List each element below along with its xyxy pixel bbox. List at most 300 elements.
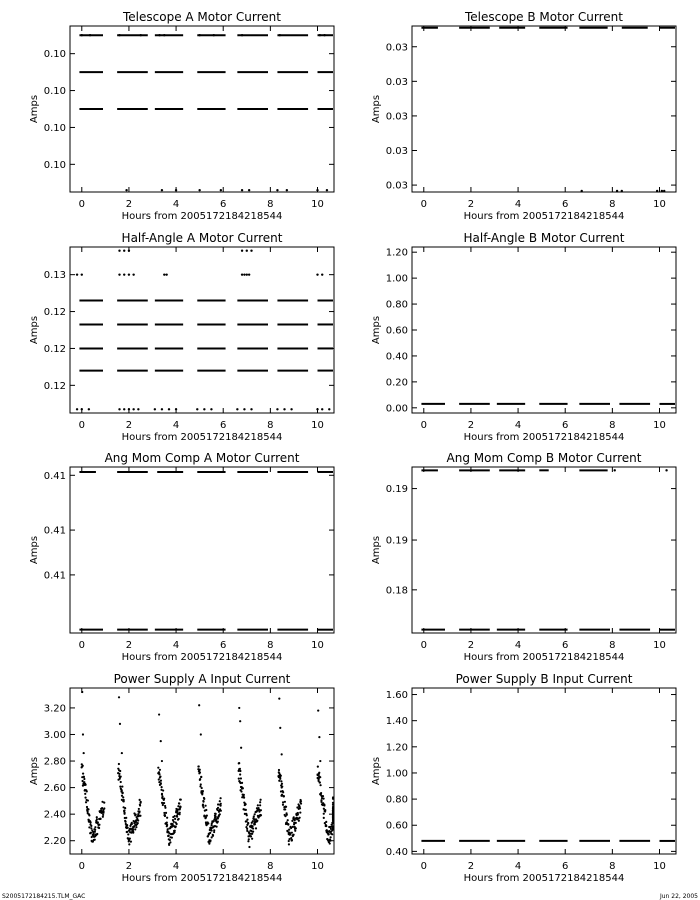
data-point	[157, 767, 159, 769]
data-point	[89, 34, 91, 36]
plot-frame	[412, 26, 676, 192]
x-axis-label: Hours from 2005172184218544	[463, 652, 625, 663]
data-point	[160, 780, 162, 782]
data-point	[239, 770, 241, 772]
x-axis-label: Hours from 2005172184218544	[463, 211, 625, 222]
data-point	[299, 811, 301, 813]
data-point	[319, 781, 321, 783]
x-tick-label: 6	[220, 861, 227, 872]
x-tick-label: 6	[562, 199, 569, 210]
x-tick-label: 10	[653, 199, 666, 210]
data-point	[166, 817, 168, 819]
data-point	[123, 273, 125, 275]
data-point	[123, 249, 125, 251]
x-tick-label: 8	[267, 199, 274, 210]
data-point	[85, 801, 87, 803]
x-tick-label: 10	[311, 861, 324, 872]
data-point	[218, 811, 220, 813]
data-point	[99, 818, 101, 820]
data-point	[285, 806, 287, 808]
data-point	[322, 798, 324, 800]
data-point	[243, 408, 245, 410]
y-tick-label: 0.41	[43, 570, 66, 582]
data-point	[88, 408, 90, 410]
data-point	[219, 797, 221, 799]
data-point	[168, 834, 170, 836]
chart-title: Telescope A Motor Current	[123, 10, 281, 24]
data-point	[161, 786, 163, 788]
data-point	[322, 795, 324, 797]
data-point	[278, 698, 280, 700]
y-tick-label: 0.10	[43, 122, 66, 134]
data-point	[118, 408, 120, 410]
data-point	[240, 777, 242, 779]
data-point	[158, 778, 160, 780]
data-point	[217, 807, 219, 809]
data-point	[98, 827, 100, 829]
data-point	[199, 778, 201, 780]
x-tick-label: 4	[514, 640, 522, 651]
data-point	[154, 408, 156, 410]
x-tick-label: 10	[311, 199, 324, 210]
y-tick-label: 0.10	[43, 159, 66, 171]
data-point	[103, 807, 105, 809]
y-axis-label: Amps	[29, 756, 40, 786]
x-tick-label: 2	[125, 640, 133, 651]
data-point	[213, 829, 215, 831]
data-point	[120, 776, 122, 778]
data-point	[284, 808, 286, 810]
data-point	[82, 733, 84, 735]
data-point	[325, 821, 327, 823]
data-point	[241, 249, 243, 251]
data-point	[291, 820, 293, 822]
data-point	[161, 408, 163, 410]
x-tick-label: 8	[267, 861, 274, 872]
data-point	[246, 828, 248, 830]
data-point	[328, 408, 330, 410]
data-point	[84, 796, 86, 798]
data-point	[240, 790, 242, 792]
data-point	[176, 810, 178, 812]
data-point	[139, 799, 141, 801]
data-point	[135, 813, 137, 815]
data-point	[82, 765, 84, 767]
plot-frame	[412, 688, 676, 854]
data-point	[206, 815, 208, 817]
data-point	[252, 831, 254, 833]
data-point	[661, 190, 663, 192]
data-point	[134, 828, 136, 830]
data-point	[132, 832, 134, 834]
data-point	[254, 823, 256, 825]
data-point	[127, 833, 129, 835]
data-point	[656, 190, 658, 192]
data-point	[161, 795, 163, 797]
data-point	[299, 817, 301, 819]
y-tick-label: 1.00	[385, 273, 408, 285]
data-point	[246, 273, 248, 275]
data-point	[214, 815, 216, 817]
x-tick-label: 0	[78, 640, 85, 651]
data-point	[239, 720, 241, 722]
data-point	[286, 814, 288, 816]
data-point	[127, 827, 129, 829]
x-tick-label: 8	[609, 420, 616, 431]
data-point	[316, 273, 318, 275]
data-point	[318, 772, 320, 774]
data-point	[288, 840, 290, 842]
data-point	[332, 804, 334, 806]
data-point	[295, 827, 297, 829]
x-tick-label: 6	[562, 861, 569, 872]
x-tick-label: 2	[467, 640, 475, 651]
y-tick-label: 0.41	[43, 470, 66, 482]
data-point	[287, 823, 289, 825]
data-point	[212, 835, 214, 837]
data-point	[94, 831, 96, 833]
data-point	[243, 797, 245, 799]
x-axis-label: Hours from 2005172184218544	[121, 652, 283, 663]
x-axis-label: Hours from 2005172184218544	[463, 873, 625, 884]
data-point	[323, 817, 325, 819]
data-point	[284, 801, 286, 803]
y-tick-label: 0.12	[43, 307, 66, 319]
data-point	[140, 34, 142, 36]
data-point	[198, 189, 200, 191]
data-point	[129, 838, 131, 840]
data-point	[282, 791, 284, 793]
data-point	[76, 408, 78, 410]
data-point	[83, 752, 85, 754]
data-point	[118, 696, 120, 698]
data-point	[281, 783, 283, 785]
data-point	[163, 797, 165, 799]
chart-panel-2	[371, 10, 676, 222]
data-point	[253, 815, 255, 817]
data-point	[242, 787, 244, 789]
data-point	[581, 190, 583, 192]
y-tick-label: 2.60	[43, 783, 66, 795]
data-point	[210, 829, 212, 831]
data-point	[83, 776, 85, 778]
data-point	[246, 818, 248, 820]
data-point	[121, 792, 123, 794]
data-point	[176, 816, 178, 818]
y-tick-label: 2.40	[43, 809, 66, 821]
data-point	[121, 752, 123, 754]
data-point	[175, 189, 177, 191]
data-point	[293, 834, 295, 836]
chart-title: Ang Mom Comp B Motor Current	[446, 451, 642, 465]
data-point	[332, 828, 334, 830]
x-tick-label: 6	[220, 199, 227, 210]
data-point	[201, 792, 203, 794]
data-point	[159, 769, 161, 771]
data-point	[158, 773, 160, 775]
x-tick-label: 4	[514, 420, 522, 431]
data-point	[178, 802, 180, 804]
data-point	[161, 760, 163, 762]
x-tick-label: 0	[78, 420, 85, 431]
data-point	[87, 819, 89, 821]
data-point	[250, 408, 252, 410]
data-point	[102, 814, 104, 816]
x-tick-label: 10	[653, 861, 666, 872]
x-tick-label: 10	[653, 420, 666, 431]
data-point	[281, 753, 283, 755]
y-tick-label: 0.41	[43, 525, 66, 537]
y-tick-label: 0.03	[385, 42, 408, 54]
chart-panel-1	[29, 10, 334, 222]
data-point	[332, 822, 334, 824]
chart-panel-6	[371, 451, 676, 663]
data-point	[329, 840, 331, 842]
data-point	[288, 828, 290, 830]
data-point	[165, 812, 167, 814]
data-point	[166, 822, 168, 824]
data-point	[131, 823, 133, 825]
data-point	[96, 821, 98, 823]
data-point	[137, 408, 139, 410]
data-point	[96, 818, 98, 820]
data-point	[203, 797, 205, 799]
data-point	[251, 825, 253, 827]
y-tick-label: 0.80	[385, 299, 408, 311]
data-point	[94, 826, 96, 828]
y-tick-label: 0.40	[385, 351, 408, 363]
data-point	[257, 804, 259, 806]
data-point	[137, 819, 139, 821]
data-point	[86, 790, 88, 792]
x-tick-label: 2	[467, 199, 475, 210]
y-tick-label: 0.18	[385, 585, 408, 597]
data-point	[209, 832, 211, 834]
data-point	[168, 408, 170, 410]
y-tick-label: 1.40	[385, 716, 408, 728]
data-point	[287, 819, 289, 821]
data-point	[87, 799, 89, 801]
data-point	[196, 408, 198, 410]
data-point	[84, 784, 86, 786]
data-point	[293, 816, 295, 818]
data-point	[291, 839, 293, 841]
data-point	[90, 827, 92, 829]
y-tick-label: 0.03	[385, 111, 408, 123]
data-point	[118, 273, 120, 275]
data-point	[119, 770, 121, 772]
data-point	[332, 820, 334, 822]
data-point	[279, 34, 281, 36]
data-point	[132, 408, 134, 410]
chart-title: Power Supply A Input Current	[113, 672, 291, 686]
data-point	[217, 820, 219, 822]
data-point	[319, 784, 321, 786]
data-point	[332, 814, 334, 816]
data-point	[118, 763, 120, 765]
data-point	[218, 816, 220, 818]
data-point	[209, 839, 211, 841]
data-point	[260, 799, 262, 801]
y-tick-label: 0.03	[385, 146, 408, 157]
data-point	[220, 189, 222, 191]
data-point	[241, 273, 243, 275]
data-point	[200, 733, 202, 735]
data-point	[178, 818, 180, 820]
x-tick-label: 2	[125, 199, 133, 210]
data-point	[200, 783, 202, 785]
data-point	[295, 822, 297, 824]
data-point	[81, 34, 83, 36]
data-point	[83, 778, 85, 780]
data-point	[248, 846, 250, 848]
data-point	[282, 804, 284, 806]
data-point	[159, 776, 161, 778]
data-point	[123, 809, 125, 811]
data-point	[94, 839, 96, 841]
y-tick-label: 1.60	[385, 690, 408, 702]
data-point	[215, 813, 217, 815]
data-point	[210, 408, 212, 410]
data-point	[130, 841, 132, 843]
data-point	[204, 805, 206, 807]
data-point	[325, 825, 327, 827]
data-point	[96, 816, 98, 818]
data-point	[251, 838, 253, 840]
data-point	[139, 804, 141, 806]
data-point	[199, 769, 201, 771]
data-point	[260, 814, 262, 816]
data-point	[332, 812, 334, 814]
x-tick-label: 6	[562, 420, 569, 431]
y-tick-label: 1.20	[385, 247, 408, 259]
data-point	[140, 801, 142, 803]
data-point	[160, 740, 162, 742]
x-tick-label: 2	[125, 420, 133, 431]
data-point	[248, 838, 250, 840]
x-tick-label: 8	[609, 199, 616, 210]
data-point	[199, 771, 201, 773]
plot-frame	[412, 467, 676, 633]
data-point	[139, 815, 141, 817]
data-point	[332, 810, 334, 812]
y-tick-label: 0.03	[385, 76, 408, 88]
data-point	[158, 771, 160, 773]
data-point	[239, 768, 241, 770]
x-tick-label: 4	[172, 199, 180, 210]
data-point	[299, 807, 301, 809]
data-point	[98, 824, 100, 826]
y-axis-label: Amps	[371, 535, 382, 565]
data-point	[220, 810, 222, 812]
data-point	[238, 762, 240, 764]
data-point	[128, 408, 130, 410]
x-tick-label: 10	[311, 640, 324, 651]
chart-panel-5	[29, 451, 334, 663]
x-tick-label: 0	[78, 861, 85, 872]
x-tick-label: 0	[420, 199, 427, 210]
data-point	[158, 713, 160, 715]
plot-frame	[70, 247, 334, 413]
data-point	[621, 190, 623, 192]
x-tick-label: 6	[562, 640, 569, 651]
x-tick-label: 8	[267, 640, 274, 651]
data-point	[236, 408, 238, 410]
data-point	[207, 822, 209, 824]
plot-frame	[70, 467, 334, 633]
data-point	[172, 823, 174, 825]
data-point	[179, 806, 181, 808]
y-tick-label: 0.19	[385, 484, 408, 496]
x-tick-label: 2	[467, 420, 475, 431]
data-point	[215, 826, 217, 828]
data-point	[174, 818, 176, 820]
data-point	[88, 826, 90, 828]
y-tick-label: 0.80	[385, 794, 408, 806]
data-point	[251, 833, 253, 835]
chart-title: Ang Mom Comp A Motor Current	[104, 451, 300, 465]
data-point	[298, 820, 300, 822]
data-point	[118, 249, 120, 251]
data-point	[328, 833, 330, 835]
data-point	[169, 839, 171, 841]
data-point	[200, 776, 202, 778]
data-point	[321, 273, 323, 275]
chart-panel-7	[29, 672, 334, 884]
x-tick-label: 2	[125, 861, 133, 872]
data-point	[247, 840, 249, 842]
data-point	[205, 809, 207, 811]
data-point	[278, 780, 280, 782]
data-point	[220, 803, 222, 805]
plot-frame	[412, 247, 676, 413]
data-point	[319, 34, 321, 36]
data-point	[241, 34, 243, 36]
data-point	[76, 273, 78, 275]
data-point	[203, 408, 205, 410]
x-tick-label: 6	[220, 420, 227, 431]
x-tick-label: 4	[172, 861, 180, 872]
data-point	[616, 190, 618, 192]
data-point	[286, 189, 288, 191]
data-point	[241, 782, 243, 784]
data-point	[300, 800, 302, 802]
data-point	[238, 707, 240, 709]
data-point	[245, 809, 247, 811]
chart-panel-4	[371, 231, 676, 443]
data-point	[252, 820, 254, 822]
data-point	[323, 34, 325, 36]
data-point	[96, 833, 98, 835]
data-point	[332, 802, 334, 804]
data-point	[174, 815, 176, 817]
data-point	[81, 691, 83, 693]
data-point	[248, 273, 250, 275]
x-tick-label: 0	[420, 420, 427, 431]
data-point	[160, 782, 162, 784]
data-point	[124, 807, 126, 809]
y-axis-label: Amps	[371, 94, 382, 124]
data-point	[198, 34, 200, 36]
data-point	[201, 787, 203, 789]
y-tick-label: 0.19	[385, 535, 408, 547]
data-point	[124, 821, 126, 823]
data-point	[180, 799, 182, 801]
x-tick-label: 4	[172, 640, 180, 651]
y-tick-label: 3.20	[43, 703, 66, 715]
data-point	[90, 832, 92, 834]
data-point	[84, 793, 86, 795]
